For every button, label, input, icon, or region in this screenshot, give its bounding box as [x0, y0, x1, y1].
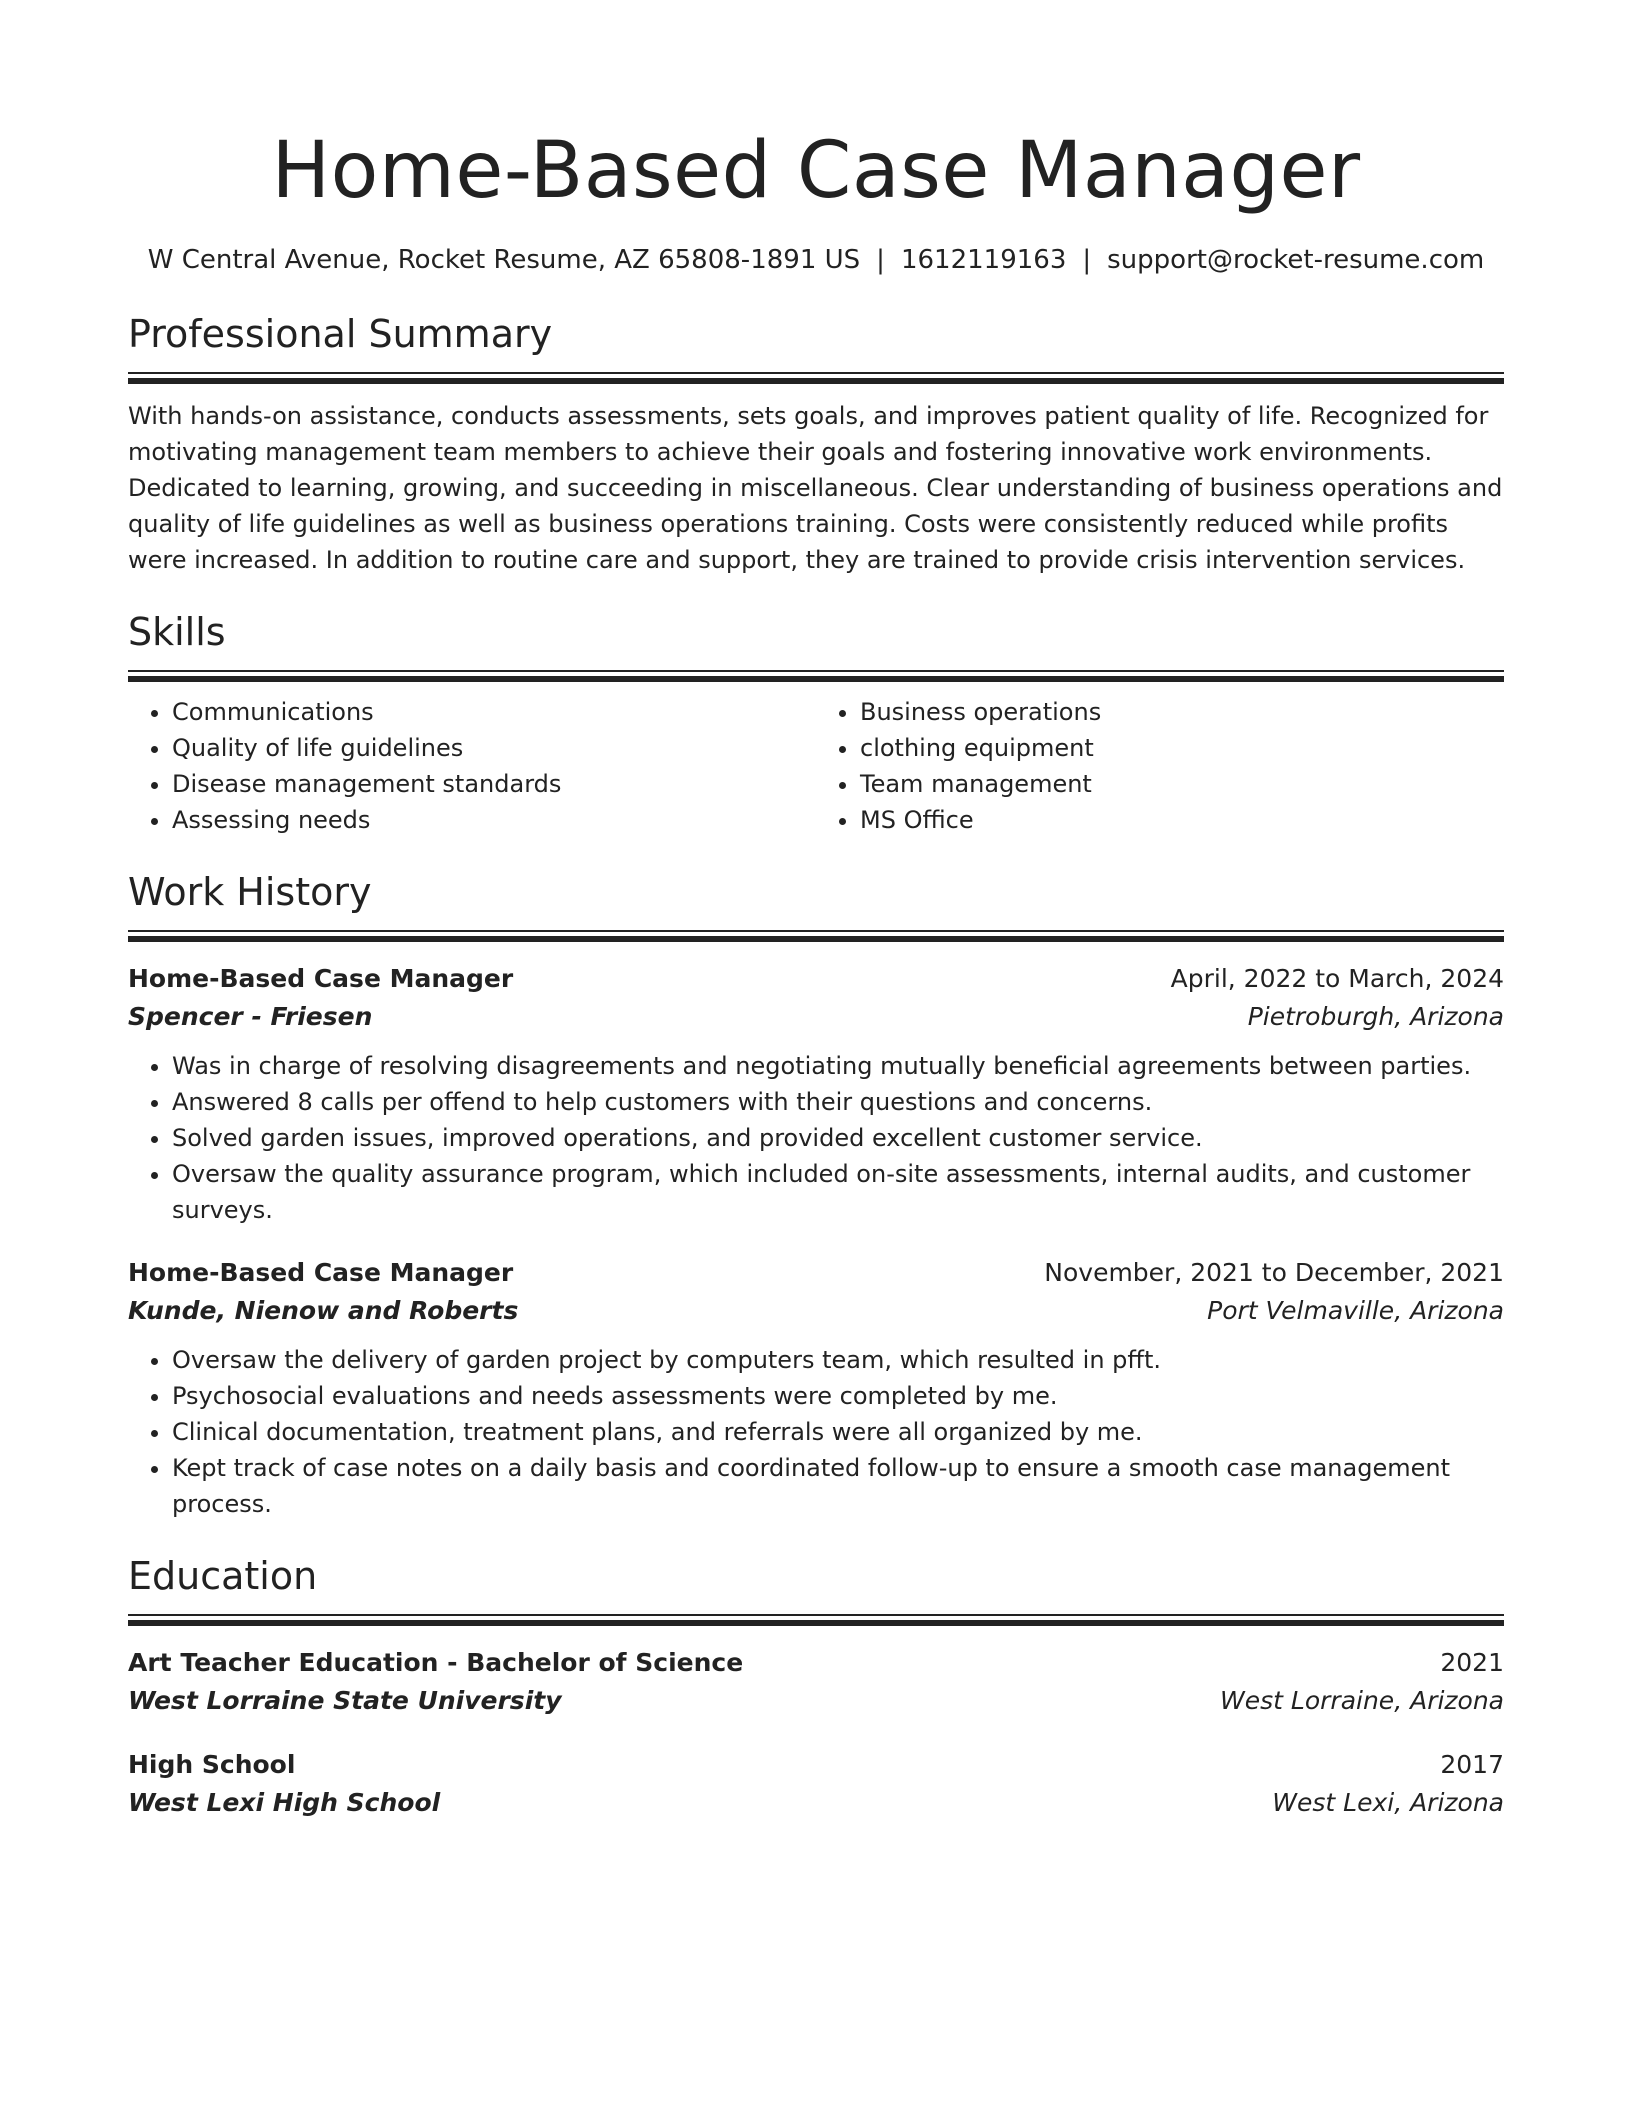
job-company: Spencer - Friesen: [128, 1002, 373, 1031]
education-header-row: [128, 1644, 1504, 1682]
skill-item: • Communications: [172, 694, 816, 730]
contact-email: support@rocket-resume.com: [1107, 245, 1485, 275]
education-section: [128, 1550, 1504, 1822]
job-header-row: [128, 1254, 1504, 1292]
section-divider: [128, 930, 1504, 942]
contact-separator: |: [876, 245, 885, 275]
skill-item: • Team management: [860, 766, 1504, 802]
education-entry: [128, 1644, 1504, 1720]
job-bullet: • Answered 8 calls per offend to help customers with their questions and concerns.: [172, 1084, 1504, 1120]
job-header-row: [128, 960, 1504, 998]
education-school: West Lexi High School: [128, 1788, 441, 1817]
skills-columns: [128, 694, 1504, 838]
section-divider: [128, 1614, 1504, 1626]
skill-item: • MS Office: [860, 802, 1504, 838]
contact-line: [128, 242, 1504, 278]
job-company: Kunde, Nienow and Roberts: [128, 1296, 519, 1325]
job-entry: [128, 960, 1504, 1228]
job-bullet: • Psychosocial evaluations and needs assessments were completed by me.: [172, 1378, 1504, 1414]
skills-list-right: [816, 694, 1504, 838]
job-title: Home-Based Case Manager: [128, 1258, 514, 1287]
job-bullet: • Solved garden issues, improved operations, and provided excellent customer service.: [172, 1120, 1504, 1156]
section-divider: [128, 372, 1504, 384]
candidate-name: Home-Based Case Manager: [271, 126, 1361, 216]
skills-list-left: [128, 694, 816, 838]
education-entry: [128, 1746, 1504, 1822]
skill-item: • Disease management standards: [172, 766, 816, 802]
job-company-row: [128, 998, 1504, 1036]
job-dates: November, 2021 to December, 2021: [1044, 1258, 1504, 1287]
summary-section: [128, 308, 1504, 578]
work-history-section: [128, 866, 1504, 1522]
education-year: 2021: [1440, 1648, 1504, 1677]
section-title-work: Work History: [128, 870, 372, 914]
education-school-row: [128, 1682, 1504, 1720]
job-bullets: [128, 1048, 1504, 1228]
section-title-summary: Professional Summary: [128, 312, 553, 356]
job-entry: [128, 1254, 1504, 1522]
job-company-row: [128, 1292, 1504, 1330]
job-location: Port Velmaville, Arizona: [1207, 1296, 1504, 1325]
education-year: 2017: [1440, 1750, 1504, 1779]
job-title: Home-Based Case Manager: [128, 964, 514, 993]
section-title-skills: Skills: [128, 610, 226, 654]
skill-item: • Quality of life guidelines: [172, 730, 816, 766]
job-bullet: • Clinical documentation, treatment plans, and referrals were all organized by me.: [172, 1414, 1504, 1450]
education-location: West Lorraine, Arizona: [1220, 1686, 1504, 1715]
education-location: West Lexi, Arizona: [1272, 1788, 1504, 1817]
job-bullet: • Kept track of case notes on a daily basis and coordinated follow-up to ensure a smooth case management process.: [172, 1450, 1504, 1522]
skill-item: • clothing equipment: [860, 730, 1504, 766]
job-bullets: [128, 1342, 1504, 1522]
job-location: Pietroburgh, Arizona: [1247, 1002, 1504, 1031]
job-bullet: • Was in charge of resolving disagreements and negotiating mutually beneficial agreements between parties.: [172, 1048, 1504, 1084]
education-school: West Lorraine State University: [128, 1686, 562, 1715]
skills-section: [128, 606, 1504, 838]
education-school-row: [128, 1784, 1504, 1822]
job-bullet: • Oversaw the delivery of garden project by computers team, which resulted in pfft.: [172, 1342, 1504, 1378]
job-bullet: • Oversaw the quality assurance program, which included on-site assessments, internal audits, and customer surveys.: [172, 1156, 1504, 1228]
summary-text: With hands-on assistance, conducts assessments, sets goals, and improves patient quality of life. Recognized for motivating management team members to achieve their goals and fostering innovative work environments. Dedicated to learning, growing, and succeeding in miscellaneous. Clear understanding of business operations and quality of life guidelines as well as business operations training. Costs were consistently reduced while profits were increased. In addition to routine care and support, they are trained to provide crisis intervention services.: [128, 402, 1503, 574]
contact-address: W Central Avenue, Rocket Resume, AZ 65808-1891 US: [147, 245, 861, 275]
section-title-education: Education: [128, 1554, 318, 1598]
job-dates: April, 2022 to March, 2024: [1170, 964, 1504, 993]
education-degree: High School: [128, 1750, 296, 1779]
section-divider: [128, 670, 1504, 682]
contact-separator: |: [1082, 245, 1092, 275]
education-header-row: [128, 1746, 1504, 1784]
skill-item: • Assessing needs: [172, 802, 816, 838]
education-degree: Art Teacher Education - Bachelor of Science: [128, 1648, 744, 1677]
skill-item: • Business operations: [860, 694, 1504, 730]
contact-phone: 1612119163: [900, 245, 1067, 275]
